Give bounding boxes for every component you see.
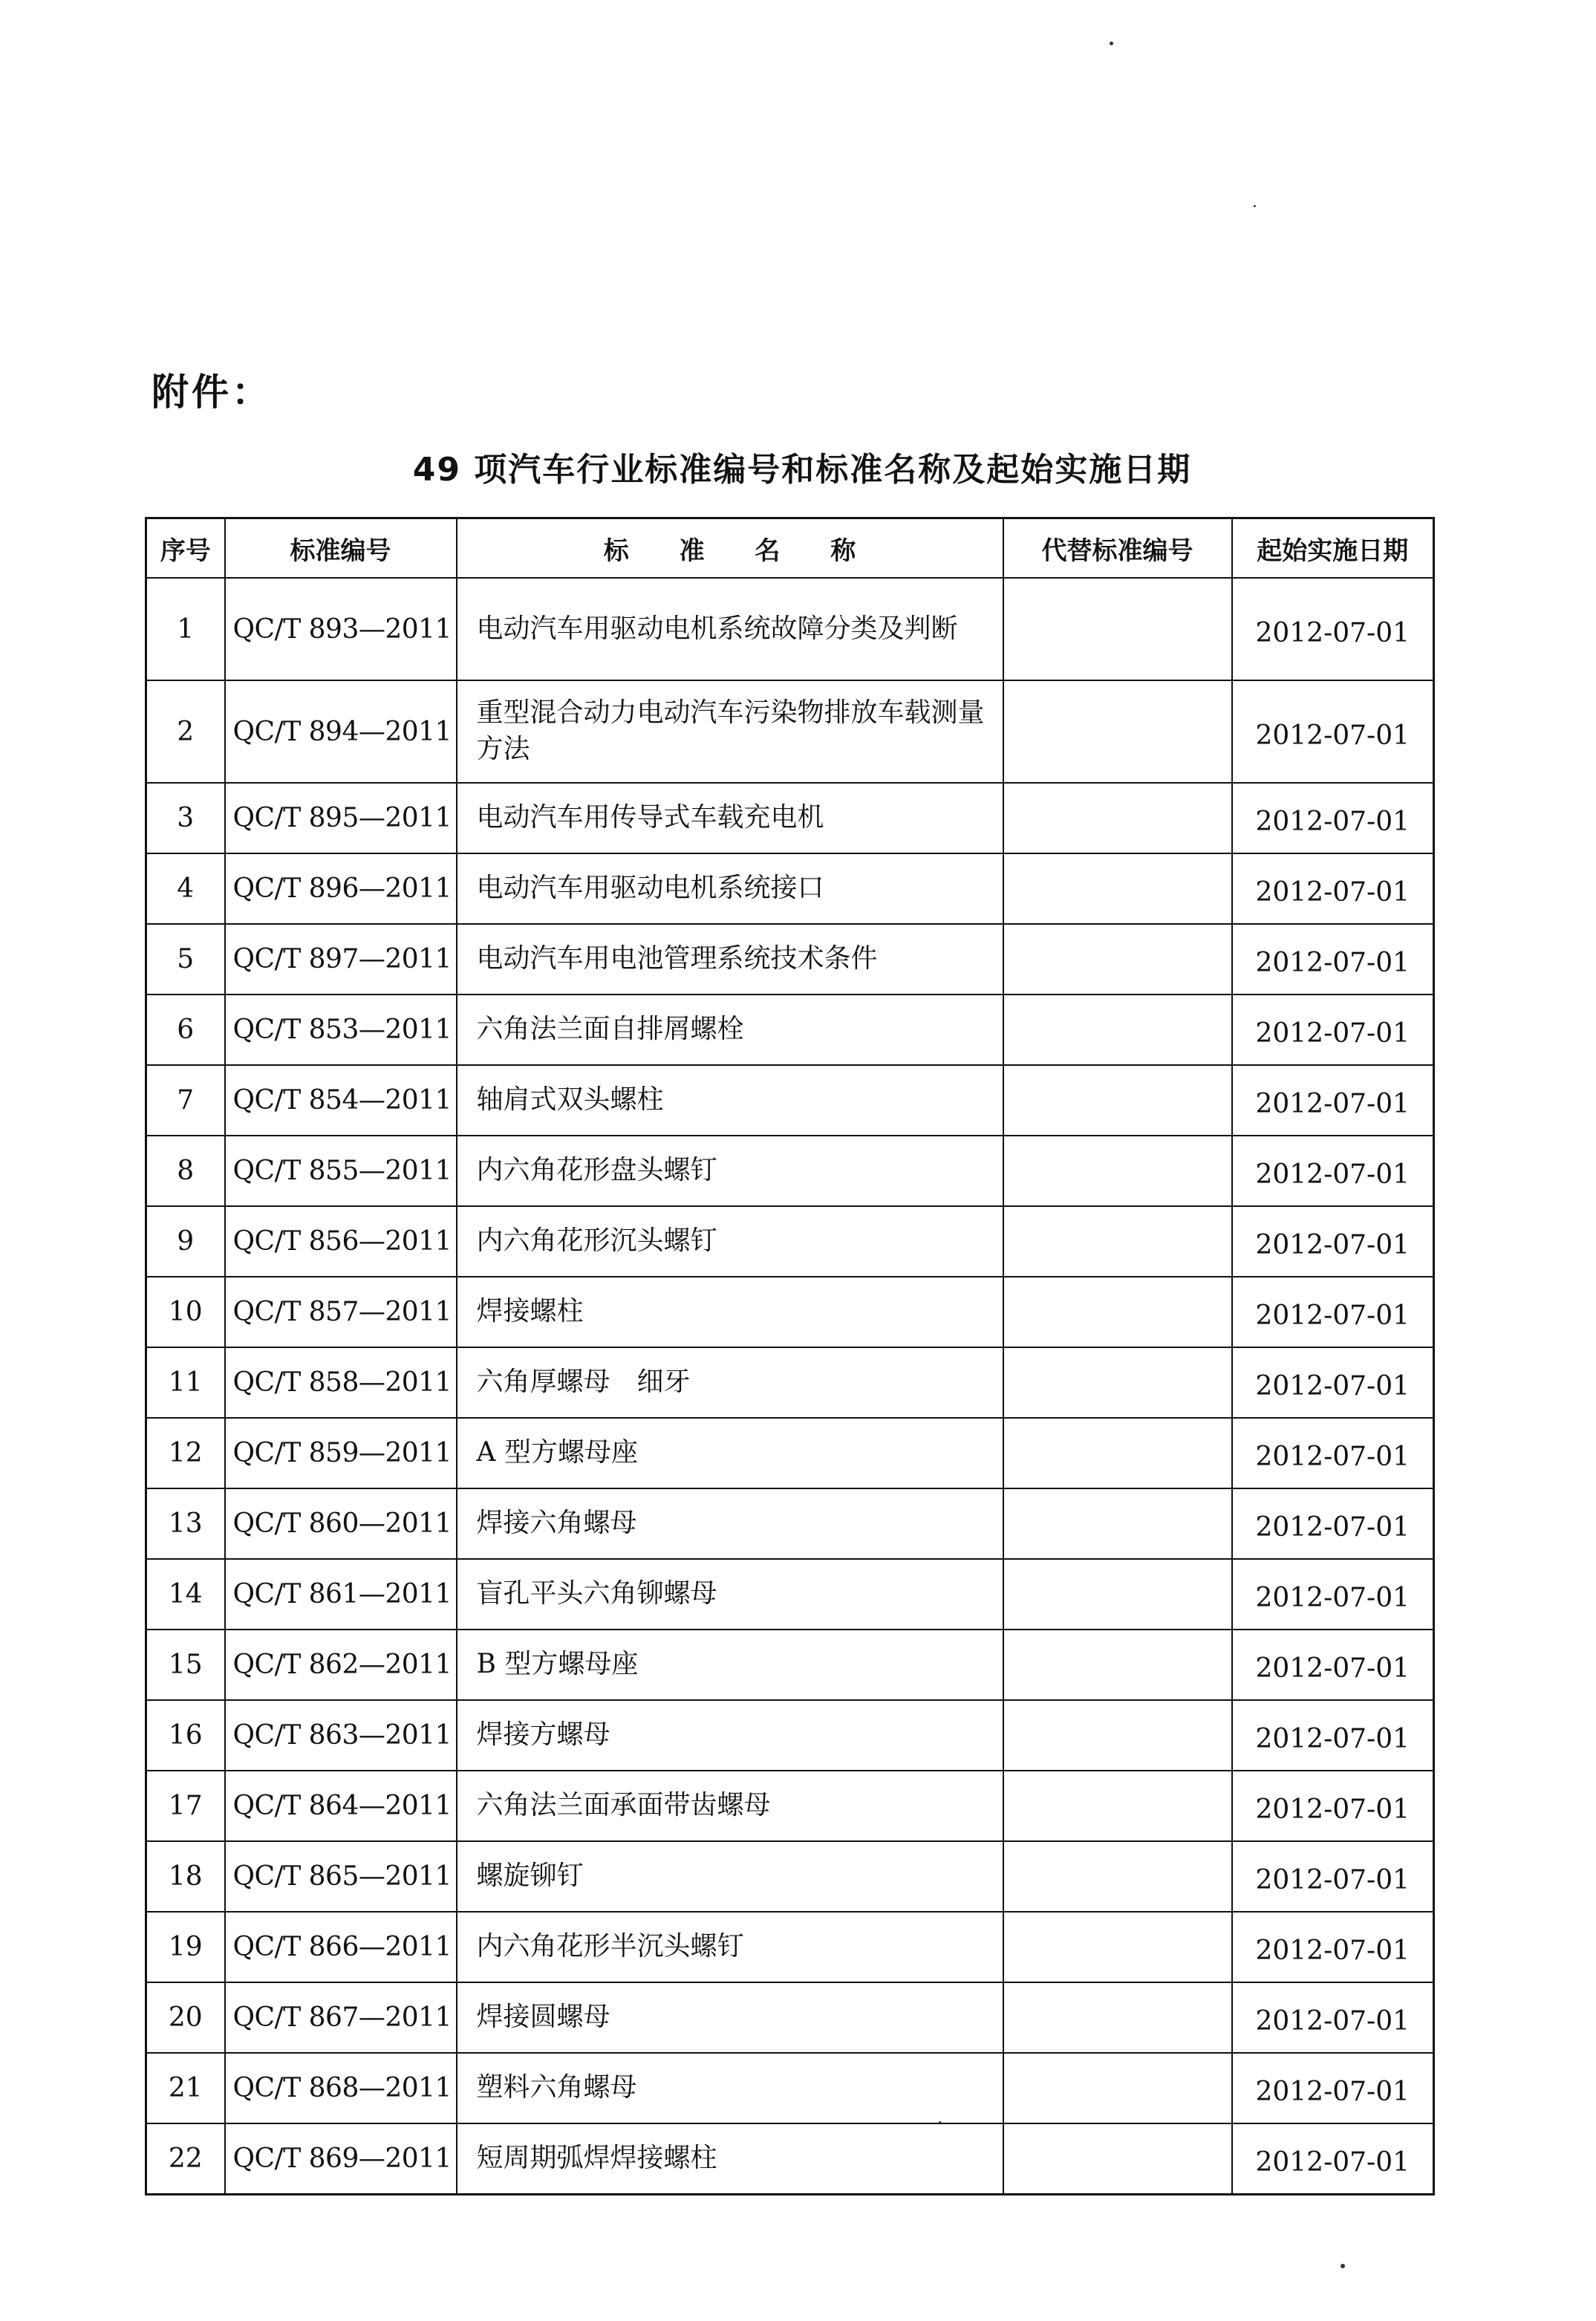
cell-standard-name: 电动汽车用电池管理系统技术条件 [457,924,1003,995]
cell-effective-date: 2012-07-01 [1232,1982,1434,2053]
cell-standard-name: 焊接圆螺母 [457,1982,1003,2053]
cell-replaced-code [1003,680,1232,783]
cell-replaced-code [1003,1559,1232,1630]
cell-effective-date: 2012-07-01 [1232,1065,1434,1136]
table-row [146,578,1434,680]
cell-effective-date: 2012-07-01 [1232,1347,1434,1418]
cell-standard-name: 重型混合动力电动汽车污染物排放车载测量方法 [457,680,1003,783]
cell-standard-name: 内六角花形盘头螺钉 [457,1136,1003,1206]
cell-replaced-code [1003,1700,1232,1771]
cell-standard-code: QC/T 896—2011 [225,853,457,924]
cell-effective-date: 2012-07-01 [1232,680,1434,783]
table-body [146,578,1434,2195]
table-row [146,995,1434,1065]
cell-replaced-code [1003,1912,1232,1982]
cell-standard-code: QC/T 869—2011 [225,2123,457,2195]
table-row [146,1488,1434,1559]
cell-replaced-code [1003,995,1232,1065]
cell-effective-date: 2012-07-01 [1232,1488,1434,1559]
cell-standard-code: QC/T 858—2011 [225,1347,457,1418]
cell-standard-name: 短周期弧焊焊接螺柱 [457,2123,1003,2195]
cell-standard-name: 电动汽车用驱动电机系统接口 [457,853,1003,924]
cell-no: 12 [146,1418,225,1488]
cell-standard-code: QC/T 860—2011 [225,1488,457,1559]
cell-effective-date: 2012-07-01 [1232,924,1434,995]
cell-effective-date: 2012-07-01 [1232,853,1434,924]
scan-speck [1254,205,1256,207]
table-row [146,1912,1434,1982]
cell-no: 1 [146,578,225,680]
cell-effective-date: 2012-07-01 [1232,2053,1434,2123]
table-header-row [146,518,1434,579]
cell-replaced-code [1003,1771,1232,1841]
cell-replaced-code [1003,1841,1232,1912]
cell-standard-code: QC/T 867—2011 [225,1982,457,2053]
cell-replaced-code [1003,1418,1232,1488]
cell-standard-name: 螺旋铆钉 [457,1841,1003,1912]
cell-replaced-code [1003,578,1232,680]
cell-replaced-code [1003,1277,1232,1347]
cell-effective-date: 2012-07-01 [1232,578,1434,680]
cell-standard-code: QC/T 862—2011 [225,1630,457,1700]
cell-standard-code: QC/T 855—2011 [225,1136,457,1206]
cell-effective-date: 2012-07-01 [1232,1418,1434,1488]
cell-standard-name: 盲孔平头六角铆螺母 [457,1559,1003,1630]
cell-effective-date: 2012-07-01 [1232,995,1434,1065]
cell-replaced-code [1003,1065,1232,1136]
cell-replaced-code [1003,853,1232,924]
cell-standard-code: QC/T 895—2011 [225,783,457,853]
cell-standard-code: QC/T 864—2011 [225,1771,457,1841]
table-row [146,680,1434,783]
cell-replaced-code [1003,924,1232,995]
cell-standard-code: QC/T 859—2011 [225,1418,457,1488]
cell-standard-code: QC/T 854—2011 [225,1065,457,1136]
scan-speck [1341,2264,1345,2268]
cell-replaced-code [1003,2123,1232,2195]
cell-no: 9 [146,1206,225,1277]
cell-standard-code: QC/T 857—2011 [225,1277,457,1347]
cell-standard-name: 内六角花形半沉头螺钉 [457,1912,1003,1982]
cell-effective-date: 2012-07-01 [1232,783,1434,853]
cell-no: 17 [146,1771,225,1841]
cell-replaced-code [1003,2053,1232,2123]
table-row [146,1136,1434,1206]
table-row [146,1277,1434,1347]
cell-standard-name: 轴肩式双头螺柱 [457,1065,1003,1136]
cell-standard-name: 六角法兰面自排屑螺栓 [457,995,1003,1065]
cell-no: 20 [146,1982,225,2053]
cell-no: 7 [146,1065,225,1136]
cell-standard-name: 焊接螺柱 [457,1277,1003,1347]
cell-effective-date: 2012-07-01 [1232,1559,1434,1630]
attachment-label: 附件： [152,371,272,414]
cell-no: 3 [146,783,225,853]
cell-no: 21 [146,2053,225,2123]
cell-effective-date: 2012-07-01 [1232,1912,1434,1982]
header-code: 标准编号 [225,518,457,579]
cell-replaced-code [1003,1206,1232,1277]
table-row [146,1065,1434,1136]
cell-no: 13 [146,1488,225,1559]
cell-no: 14 [146,1559,225,1630]
cell-no: 15 [146,1630,225,1700]
cell-replaced-code [1003,1488,1232,1559]
header-date: 起始实施日期 [1232,518,1434,579]
table-row [146,1559,1434,1630]
table-row [146,1700,1434,1771]
cell-standard-name: B 型方螺母座 [457,1630,1003,1700]
scan-speck [1110,42,1113,45]
cell-no: 2 [146,680,225,783]
cell-no: 8 [146,1136,225,1206]
table-row [146,2053,1434,2123]
cell-no: 6 [146,995,225,1065]
cell-replaced-code [1003,783,1232,853]
header-name: 标 准 名 称 [457,518,1003,579]
cell-standard-code: QC/T 897—2011 [225,924,457,995]
cell-effective-date: 2012-07-01 [1232,1206,1434,1277]
cell-no: 16 [146,1700,225,1771]
table-row [146,924,1434,995]
cell-effective-date: 2012-07-01 [1232,1277,1434,1347]
table-row [146,1206,1434,1277]
cell-no: 19 [146,1912,225,1982]
table-row [146,1771,1434,1841]
cell-no: 4 [146,853,225,924]
cell-standard-name: 电动汽车用驱动电机系统故障分类及判断 [457,578,1003,680]
cell-standard-name: 六角法兰面承面带齿螺母 [457,1771,1003,1841]
cell-standard-code: QC/T 894—2011 [225,680,457,783]
cell-replaced-code [1003,1630,1232,1700]
standards-table [145,517,1435,2195]
cell-standard-code: QC/T 863—2011 [225,1700,457,1771]
cell-standard-code: QC/T 868—2011 [225,2053,457,2123]
table-row [146,1418,1434,1488]
cell-standard-name: 电动汽车用传导式车载充电机 [457,783,1003,853]
cell-no: 11 [146,1347,225,1418]
table-row [146,1841,1434,1912]
cell-effective-date: 2012-07-01 [1232,1630,1434,1700]
cell-standard-name: 塑料六角螺母 [457,2053,1003,2123]
cell-effective-date: 2012-07-01 [1232,2123,1434,2195]
cell-standard-name: A 型方螺母座 [457,1418,1003,1488]
header-replaced: 代替标准编号 [1003,518,1232,579]
cell-replaced-code [1003,1982,1232,2053]
cell-replaced-code [1003,1347,1232,1418]
cell-standard-name: 焊接方螺母 [457,1700,1003,1771]
cell-effective-date: 2012-07-01 [1232,1841,1434,1912]
cell-effective-date: 2012-07-01 [1232,1771,1434,1841]
document-title: 49 项汽车行业标准编号和标准名称及起始实施日期 [412,451,1192,489]
table-row [146,1982,1434,2053]
cell-standard-code: QC/T 865—2011 [225,1841,457,1912]
header-no: 序号 [146,518,225,579]
cell-effective-date: 2012-07-01 [1232,1700,1434,1771]
cell-no: 22 [146,2123,225,2195]
table-row [146,2123,1434,2195]
cell-replaced-code [1003,1136,1232,1206]
cell-standard-name: 内六角花形沉头螺钉 [457,1206,1003,1277]
cell-standard-code: QC/T 856—2011 [225,1206,457,1277]
cell-standard-code: QC/T 893—2011 [225,578,457,680]
cell-no: 10 [146,1277,225,1347]
cell-standard-code: QC/T 853—2011 [225,995,457,1065]
table-row [146,1347,1434,1418]
cell-standard-name: 六角厚螺母 细牙 [457,1347,1003,1418]
table-row [146,783,1434,853]
cell-no: 18 [146,1841,225,1912]
cell-standard-code: QC/T 861—2011 [225,1559,457,1630]
cell-no: 5 [146,924,225,995]
cell-standard-code: QC/T 866—2011 [225,1912,457,1982]
table-row [146,1630,1434,1700]
cell-effective-date: 2012-07-01 [1232,1136,1434,1206]
table-row [146,853,1434,924]
cell-standard-name: 焊接六角螺母 [457,1488,1003,1559]
